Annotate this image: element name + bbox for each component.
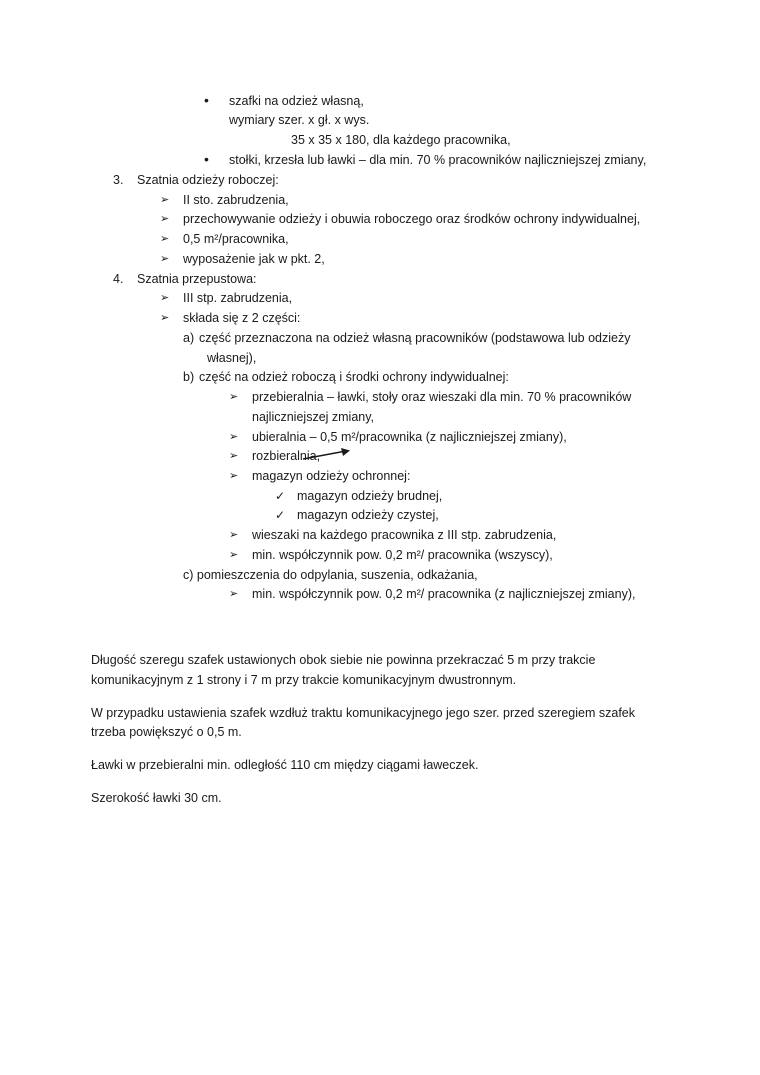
paragraph-line: Ławki w przebieralni min. odległość 110 cm między ciągami ławeczek. [91,758,479,772]
arrow-bullet-icon: ➢ [160,252,170,265]
list-text: min. współczynnik pow. 0,2 m²/ pracownika (wszyscy), [252,548,553,562]
list-text: rozbieralnia, [252,449,321,463]
arrow-bullet-icon: ➢ [229,469,239,482]
checkmark-icon: ✓ [275,508,286,522]
arrow-bullet-icon: ➢ [229,587,239,600]
list-text: przechowywanie odzieży i obuwia roboczego oraz środków ochrony indywidualnej, [183,212,641,226]
list-letter: a) [183,331,195,345]
list-text: szafki na odzież własną, [229,94,364,108]
list-text: III stp. zabrudzenia, [183,291,293,305]
arrow-bullet-icon: ➢ [229,430,239,443]
list-text: najliczniejszej zmiany, [252,410,375,424]
list-text: wymiary szer. x gł. x wys. [229,113,370,127]
bullet-marker: • [204,151,209,167]
list-text: c) pomieszczenia do odpylania, suszenia, odkażania, [183,568,478,582]
paragraph-line: komunikacyjnym z 1 strony i 7 m przy trakcie komunikacyjnym dwustronnym. [91,673,517,687]
arrow-bullet-icon: ➢ [160,291,170,304]
arrow-bullet-icon: ➢ [160,212,170,225]
list-text: II sto. zabrudzenia, [183,193,289,207]
list-text: magazyn odzieży brudnej, [297,489,443,503]
paragraph-line: Szerokość ławki 30 cm. [91,791,222,805]
list-text: wieszaki na każdego pracownika z III stp. zabrudzenia, [252,528,557,542]
list-number: 4. [113,272,124,286]
list-text: magazyn odzieży ochronnej: [252,469,411,483]
list-text: wyposażenie jak w pkt. 2, [183,252,325,266]
arrow-bullet-icon: ➢ [229,528,239,541]
bullet-marker: • [204,92,209,108]
list-text: 35 x 35 x 180, dla każdego pracownika, [291,133,511,147]
list-text: ubieralnia – 0,5 m²/pracownika (z najliczniejszej zmiany), [252,430,567,444]
arrow-bullet-icon: ➢ [160,193,170,206]
list-heading: Szatnia odzieży roboczej: [137,173,279,187]
arrow-bullet-icon: ➢ [229,548,239,561]
list-number: 3. [113,173,124,187]
list-text: składa się z 2 części: [183,311,301,325]
arrow-bullet-icon: ➢ [160,311,170,324]
arrow-bullet-icon: ➢ [160,232,170,245]
arrow-bullet-icon: ➢ [229,449,239,462]
list-text: stołki, krzesła lub ławki – dla min. 70 % pracowników najliczniejszej zmiany, [229,153,647,167]
list-heading: Szatnia przepustowa: [137,272,257,286]
list-text: część przeznaczona na odzież własną pracowników (podstawowa lub odzieży [199,331,631,345]
list-text: magazyn odzieży czystej, [297,508,439,522]
list-letter: b) [183,370,195,384]
paragraph-line: trzeba powiększyć o 0,5 m. [91,725,242,739]
handdrawn-arrow-icon [301,446,353,462]
paragraph-line: W przypadku ustawienia szafek wzdłuż traktu komunikacyjnego jego szer. przed szeregiem szafek [91,706,636,720]
list-text: 0,5 m²/pracownika, [183,232,289,246]
checkmark-icon: ✓ [275,489,286,503]
paragraph-line: Długość szeregu szafek ustawionych obok siebie nie powinna przekraczać 5 m przy trakcie [91,653,596,667]
list-text: przebieralnia – ławki, stoły oraz wieszaki dla min. 70 % pracowników [252,390,632,404]
list-text: min. współczynnik pow. 0,2 m²/ pracownika (z najliczniejszej zmiany), [252,587,636,601]
list-text: własnej), [207,351,257,365]
arrow-bullet-icon: ➢ [229,390,239,403]
list-text: część na odzież roboczą i środki ochrony indywidualnej: [199,370,509,384]
